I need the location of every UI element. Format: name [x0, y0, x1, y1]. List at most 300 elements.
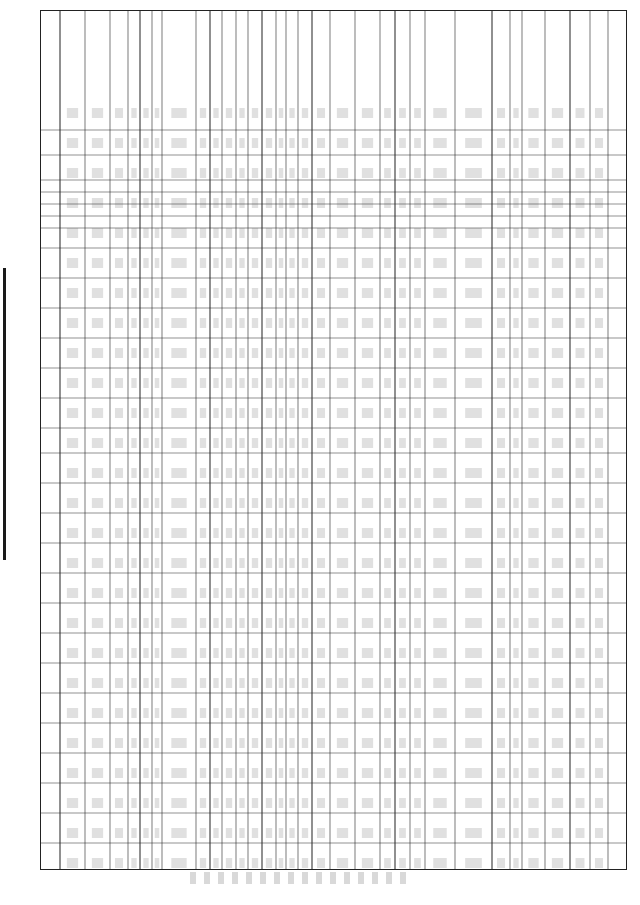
- illegible-cell-text: [143, 708, 148, 718]
- illegible-cell-text: [433, 228, 447, 238]
- illegible-cell-text: [92, 108, 103, 118]
- illegible-cell-text: [362, 738, 373, 748]
- illegible-cell-text: [362, 168, 373, 178]
- illegible-cell-text: [465, 618, 482, 628]
- illegible-cell-text: [414, 138, 421, 148]
- illegible-cell-text: [239, 198, 244, 208]
- illegible-cell-text: [143, 258, 148, 268]
- illegible-cell-text: [67, 588, 78, 598]
- illegible-cell-text: [115, 438, 123, 448]
- illegible-cell-text: [155, 798, 160, 808]
- illegible-cell-text: [131, 468, 136, 478]
- illegible-cell-text: [362, 498, 373, 508]
- illegible-cell-text: [433, 498, 447, 508]
- illegible-cell-text: [317, 858, 325, 868]
- illegible-cell-text: [200, 768, 206, 778]
- illegible-cell-text: [171, 618, 186, 628]
- illegible-cell-text: [252, 528, 258, 538]
- illegible-cell-text: [289, 438, 294, 448]
- illegible-cell-text: [115, 168, 123, 178]
- illegible-cell-text: [528, 348, 538, 358]
- illegible-cell-text: [171, 198, 186, 208]
- illegible-cell-text: [252, 138, 258, 148]
- illegible-cell-text: [213, 138, 218, 148]
- illegible-cell-text: [552, 738, 563, 748]
- illegible-cell-text: [337, 648, 348, 658]
- illegible-cell-text: [289, 468, 294, 478]
- illegible-cell-text: [155, 348, 160, 358]
- illegible-cell-text: [279, 348, 284, 358]
- illegible-cell-text: [433, 108, 447, 118]
- illegible-cell-text: [200, 798, 206, 808]
- illegible-cell-text: [465, 558, 482, 568]
- illegible-cell-text: [143, 678, 148, 688]
- illegible-cell-text: [576, 708, 585, 718]
- illegible-cell-text: [384, 678, 391, 688]
- illegible-cell-text: [252, 558, 258, 568]
- illegible-cell-text: [266, 288, 272, 298]
- illegible-cell-text: [513, 318, 518, 328]
- illegible-cell-text: [226, 678, 232, 688]
- illegible-cell-text: [497, 648, 505, 658]
- illegible-cell-text: [143, 828, 148, 838]
- illegible-cell-text: [302, 228, 308, 238]
- illegible-cell-text: [266, 738, 272, 748]
- illegible-cell-text: [143, 648, 148, 658]
- illegible-cell-text: [302, 738, 308, 748]
- illegible-cell-text: [433, 168, 447, 178]
- illegible-cell-text: [171, 348, 186, 358]
- illegible-cell-text: [67, 258, 78, 268]
- illegible-cell-text: [266, 858, 272, 868]
- illegible-cell-text: [362, 768, 373, 778]
- illegible-cell-text: [115, 288, 123, 298]
- illegible-cell-text: [131, 618, 136, 628]
- illegible-cell-text: [465, 798, 482, 808]
- illegible-cell-text: [337, 228, 348, 238]
- illegible-cell-text: [92, 228, 103, 238]
- illegible-cell-text: [552, 588, 563, 598]
- illegible-cell-text: [595, 528, 603, 538]
- illegible-cell-text: [239, 618, 244, 628]
- illegible-cell-text: [414, 858, 421, 868]
- illegible-cell-text: [279, 378, 284, 388]
- illegible-cell-text: [131, 708, 136, 718]
- illegible-cell-text: [252, 678, 258, 688]
- illegible-cell-text: [302, 408, 308, 418]
- illegible-cell-text: [497, 528, 505, 538]
- illegible-cell-text: [171, 288, 186, 298]
- illegible-cell-text: [552, 468, 563, 478]
- illegible-cell-text: [155, 648, 160, 658]
- illegible-cell-text: [513, 708, 518, 718]
- illegible-cell-text: [289, 738, 294, 748]
- illegible-cell-text: [399, 498, 406, 508]
- illegible-cell-text: [465, 138, 482, 148]
- illegible-cell-text: [171, 438, 186, 448]
- illegible-cell-text: [362, 798, 373, 808]
- illegible-cell-text: [289, 798, 294, 808]
- illegible-cell-text: [399, 438, 406, 448]
- illegible-cell-text: [67, 648, 78, 658]
- illegible-cell-text: [433, 198, 447, 208]
- illegible-cell-text: [131, 558, 136, 568]
- illegible-cell-text: [528, 138, 538, 148]
- illegible-cell-text: [302, 558, 308, 568]
- illegible-cell-text: [595, 858, 603, 868]
- illegible-cell-text: [266, 408, 272, 418]
- illegible-cell-text: [131, 108, 136, 118]
- illegible-cell-text: [433, 738, 447, 748]
- illegible-cell-text: [289, 138, 294, 148]
- illegible-cell-text: [289, 228, 294, 238]
- illegible-cell-text: [513, 588, 518, 598]
- illegible-cell-text: [513, 528, 518, 538]
- illegible-cell-text: [513, 498, 518, 508]
- illegible-cell-text: [595, 828, 603, 838]
- illegible-cell-text: [67, 108, 78, 118]
- illegible-cell-text: [239, 858, 244, 868]
- illegible-cell-text: [362, 648, 373, 658]
- illegible-cell-text: [595, 258, 603, 268]
- illegible-cell-text: [200, 858, 206, 868]
- illegible-cell-text: [528, 768, 538, 778]
- illegible-cell-text: [497, 798, 505, 808]
- illegible-cell-text: [384, 378, 391, 388]
- illegible-cell-text: [143, 138, 148, 148]
- illegible-cell-text: [155, 318, 160, 328]
- illegible-cell-text: [143, 348, 148, 358]
- illegible-cell-text: [131, 348, 136, 358]
- illegible-cell-text: [279, 558, 284, 568]
- illegible-cell-text: [302, 198, 308, 208]
- illegible-cell-text: [252, 828, 258, 838]
- illegible-cell-text: [414, 648, 421, 658]
- illegible-cell-text: [131, 798, 136, 808]
- illegible-cell-text: [497, 558, 505, 568]
- illegible-cell-text: [362, 618, 373, 628]
- illegible-cell-text: [497, 438, 505, 448]
- illegible-cell-text: [92, 738, 103, 748]
- illegible-cell-text: [226, 738, 232, 748]
- illegible-cell-text: [552, 618, 563, 628]
- illegible-cell-text: [171, 138, 186, 148]
- illegible-cell-text: [317, 588, 325, 598]
- illegible-cell-text: [576, 828, 585, 838]
- illegible-cell-text: [92, 648, 103, 658]
- illegible-cell-text: [289, 618, 294, 628]
- illegible-cell-text: [92, 768, 103, 778]
- illegible-cell-text: [337, 318, 348, 328]
- illegible-cell-text: [399, 168, 406, 178]
- illegible-cell-text: [337, 678, 348, 688]
- illegible-cell-text: [171, 318, 186, 328]
- illegible-cell-text: [115, 558, 123, 568]
- illegible-cell-text: [513, 198, 518, 208]
- illegible-cell-text: [266, 678, 272, 688]
- illegible-cell-text: [289, 198, 294, 208]
- illegible-cell-text: [115, 348, 123, 358]
- illegible-cell-text: [171, 768, 186, 778]
- illegible-cell-text: [414, 228, 421, 238]
- illegible-cell-text: [289, 348, 294, 358]
- illegible-cell-text: [213, 288, 218, 298]
- illegible-cell-text: [552, 678, 563, 688]
- illegible-cell-text: [266, 378, 272, 388]
- illegible-cell-text: [302, 498, 308, 508]
- illegible-cell-text: [414, 768, 421, 778]
- illegible-cell-text: [465, 108, 482, 118]
- illegible-cell-text: [384, 168, 391, 178]
- illegible-cell-text: [67, 378, 78, 388]
- illegible-cell-text: [279, 138, 284, 148]
- illegible-cell-text: [226, 828, 232, 838]
- illegible-cell-text: [595, 348, 603, 358]
- illegible-cell-text: [143, 378, 148, 388]
- illegible-cell-text: [92, 408, 103, 418]
- illegible-cell-text: [576, 588, 585, 598]
- illegible-cell-text: [171, 708, 186, 718]
- illegible-cell-text: [552, 558, 563, 568]
- illegible-cell-text: [131, 438, 136, 448]
- illegible-cell-text: [171, 228, 186, 238]
- illegible-cell-text: [399, 408, 406, 418]
- illegible-cell-text: [576, 678, 585, 688]
- illegible-cell-text: [595, 648, 603, 658]
- illegible-cell-text: [279, 588, 284, 598]
- illegible-cell-text: [115, 258, 123, 268]
- illegible-cell-text: [337, 528, 348, 538]
- illegible-cell-text: [143, 768, 148, 778]
- illegible-cell-text: [155, 138, 160, 148]
- illegible-cell-text: [67, 168, 78, 178]
- illegible-cell-text: [362, 408, 373, 418]
- illegible-cell-text: [131, 738, 136, 748]
- illegible-cell-text: [595, 678, 603, 688]
- illegible-cell-text: [595, 798, 603, 808]
- illegible-cell-text: [497, 738, 505, 748]
- illegible-cell-text: [362, 198, 373, 208]
- illegible-cell-text: [239, 438, 244, 448]
- illegible-cell-text: [465, 858, 482, 868]
- illegible-cell-text: [414, 798, 421, 808]
- illegible-cell-text: [513, 828, 518, 838]
- illegible-cell-text: [362, 258, 373, 268]
- illegible-cell-text: [143, 108, 148, 118]
- illegible-cell-text: [67, 198, 78, 208]
- illegible-cell-text: [399, 228, 406, 238]
- illegible-cell-text: [302, 258, 308, 268]
- illegible-cell-text: [513, 108, 518, 118]
- illegible-cell-text: [317, 468, 325, 478]
- illegible-cell-text: [226, 858, 232, 868]
- illegible-cell-text: [92, 138, 103, 148]
- illegible-cell-text: [399, 378, 406, 388]
- illegible-cell-text: [289, 858, 294, 868]
- illegible-cell-text: [200, 558, 206, 568]
- illegible-cell-text: [497, 408, 505, 418]
- illegible-cell-text: [384, 618, 391, 628]
- illegible-cell-text: [576, 468, 585, 478]
- illegible-cell-text: [213, 258, 218, 268]
- illegible-cell-text: [155, 528, 160, 538]
- illegible-cell-text: [279, 318, 284, 328]
- illegible-cell-text: [576, 168, 585, 178]
- illegible-cell-text: [337, 558, 348, 568]
- illegible-cell-text: [226, 318, 232, 328]
- illegible-cell-text: [302, 858, 308, 868]
- illegible-cell-text: [67, 618, 78, 628]
- illegible-cell-text: [595, 228, 603, 238]
- illegible-cell-text: [528, 468, 538, 478]
- illegible-cell-text: [414, 408, 421, 418]
- illegible-cell-text: [131, 768, 136, 778]
- illegible-cell-text: [399, 468, 406, 478]
- illegible-cell-text: [67, 528, 78, 538]
- illegible-cell-text: [226, 108, 232, 118]
- illegible-cell-text: [513, 168, 518, 178]
- illegible-cell-text: [576, 138, 585, 148]
- illegible-cell-text: [384, 198, 391, 208]
- illegible-cell-text: [399, 768, 406, 778]
- illegible-cell-text: [131, 498, 136, 508]
- illegible-cell-text: [399, 798, 406, 808]
- illegible-cell-text: [252, 858, 258, 868]
- illegible-cell-text: [497, 258, 505, 268]
- illegible-cell-text: [213, 738, 218, 748]
- illegible-cell-text: [576, 768, 585, 778]
- illegible-cell-text: [239, 228, 244, 238]
- illegible-cell-text: [513, 378, 518, 388]
- illegible-cell-text: [384, 558, 391, 568]
- illegible-cell-text: [171, 678, 186, 688]
- illegible-cell-text: [399, 738, 406, 748]
- illegible-cell-text: [552, 258, 563, 268]
- illegible-cell-text: [131, 678, 136, 688]
- illegible-cell-text: [362, 708, 373, 718]
- illegible-cell-text: [399, 708, 406, 718]
- illegible-cell-text: [528, 258, 538, 268]
- illegible-cell-text: [595, 738, 603, 748]
- illegible-cell-text: [131, 168, 136, 178]
- illegible-cell-text: [414, 378, 421, 388]
- illegible-cell-text: [67, 738, 78, 748]
- illegible-cell-text: [595, 198, 603, 208]
- illegible-cell-text: [252, 228, 258, 238]
- illegible-cell-text: [317, 648, 325, 658]
- illegible-cell-text: [171, 588, 186, 598]
- illegible-cell-text: [279, 708, 284, 718]
- illegible-cell-text: [497, 468, 505, 478]
- illegible-cell-text: [302, 798, 308, 808]
- illegible-cell-text: [317, 348, 325, 358]
- illegible-cell-text: [513, 138, 518, 148]
- illegible-cell-text: [226, 708, 232, 718]
- illegible-cell-text: [92, 348, 103, 358]
- illegible-cell-text: [399, 138, 406, 148]
- illegible-cell-text: [279, 168, 284, 178]
- illegible-cell-text: [289, 318, 294, 328]
- illegible-cell-text: [576, 288, 585, 298]
- illegible-cell-text: [131, 408, 136, 418]
- illegible-cell-text: [317, 318, 325, 328]
- illegible-cell-text: [279, 678, 284, 688]
- illegible-cell-text: [200, 138, 206, 148]
- illegible-cell-text: [384, 438, 391, 448]
- illegible-cell-text: [131, 648, 136, 658]
- illegible-cell-text: [115, 108, 123, 118]
- illegible-cell-text: [465, 648, 482, 658]
- illegible-cell-text: [171, 378, 186, 388]
- illegible-cell-text: [131, 528, 136, 538]
- illegible-cell-text: [200, 678, 206, 688]
- illegible-cell-text: [226, 408, 232, 418]
- illegible-cell-text: [289, 498, 294, 508]
- illegible-cell-text: [362, 108, 373, 118]
- illegible-cell-text: [302, 138, 308, 148]
- illegible-cell-text: [414, 258, 421, 268]
- illegible-cell-text: [239, 108, 244, 118]
- illegible-cell-text: [239, 378, 244, 388]
- illegible-cell-text: [399, 618, 406, 628]
- illegible-cell-text: [465, 348, 482, 358]
- illegible-cell-text: [131, 228, 136, 238]
- illegible-cell-text: [513, 738, 518, 748]
- illegible-cell-text: [200, 648, 206, 658]
- illegible-cell-text: [302, 348, 308, 358]
- illegible-cell-text: [239, 168, 244, 178]
- illegible-cell-text: [384, 228, 391, 238]
- illegible-cell-text: [213, 858, 218, 868]
- illegible-cell-text: [279, 258, 284, 268]
- illegible-cell-text: [317, 678, 325, 688]
- illegible-cell-text: [414, 468, 421, 478]
- illegible-cell-text: [171, 858, 186, 868]
- illegible-cell-text: [131, 828, 136, 838]
- illegible-cell-text: [239, 798, 244, 808]
- illegible-cell-text: [595, 768, 603, 778]
- illegible-cell-text: [497, 588, 505, 598]
- illegible-cell-text: [317, 168, 325, 178]
- illegible-cell-text: [399, 348, 406, 358]
- illegible-cell-text: [171, 468, 186, 478]
- illegible-cell-text: [465, 438, 482, 448]
- illegible-cell-text: [279, 228, 284, 238]
- illegible-cell-text: [289, 828, 294, 838]
- illegible-cell-text: [289, 408, 294, 418]
- illegible-cell-text: [302, 108, 308, 118]
- illegible-cell-text: [528, 558, 538, 568]
- illegible-cell-text: [67, 708, 78, 718]
- illegible-cell-text: [143, 528, 148, 538]
- illegible-cell-text: [465, 828, 482, 838]
- illegible-cell-text: [528, 198, 538, 208]
- illegible-cell-text: [433, 558, 447, 568]
- illegible-cell-text: [433, 798, 447, 808]
- illegible-cell-text: [155, 738, 160, 748]
- illegible-cell-text: [131, 588, 136, 598]
- illegible-cell-text: [279, 798, 284, 808]
- illegible-cell-text: [266, 108, 272, 118]
- illegible-cell-text: [513, 768, 518, 778]
- illegible-cell-text: [414, 588, 421, 598]
- illegible-cell-text: [465, 228, 482, 238]
- illegible-cell-text: [200, 378, 206, 388]
- illegible-cell-text: [266, 528, 272, 538]
- illegible-cell-text: [115, 708, 123, 718]
- illegible-cell-text: [302, 288, 308, 298]
- illegible-cell-text: [239, 768, 244, 778]
